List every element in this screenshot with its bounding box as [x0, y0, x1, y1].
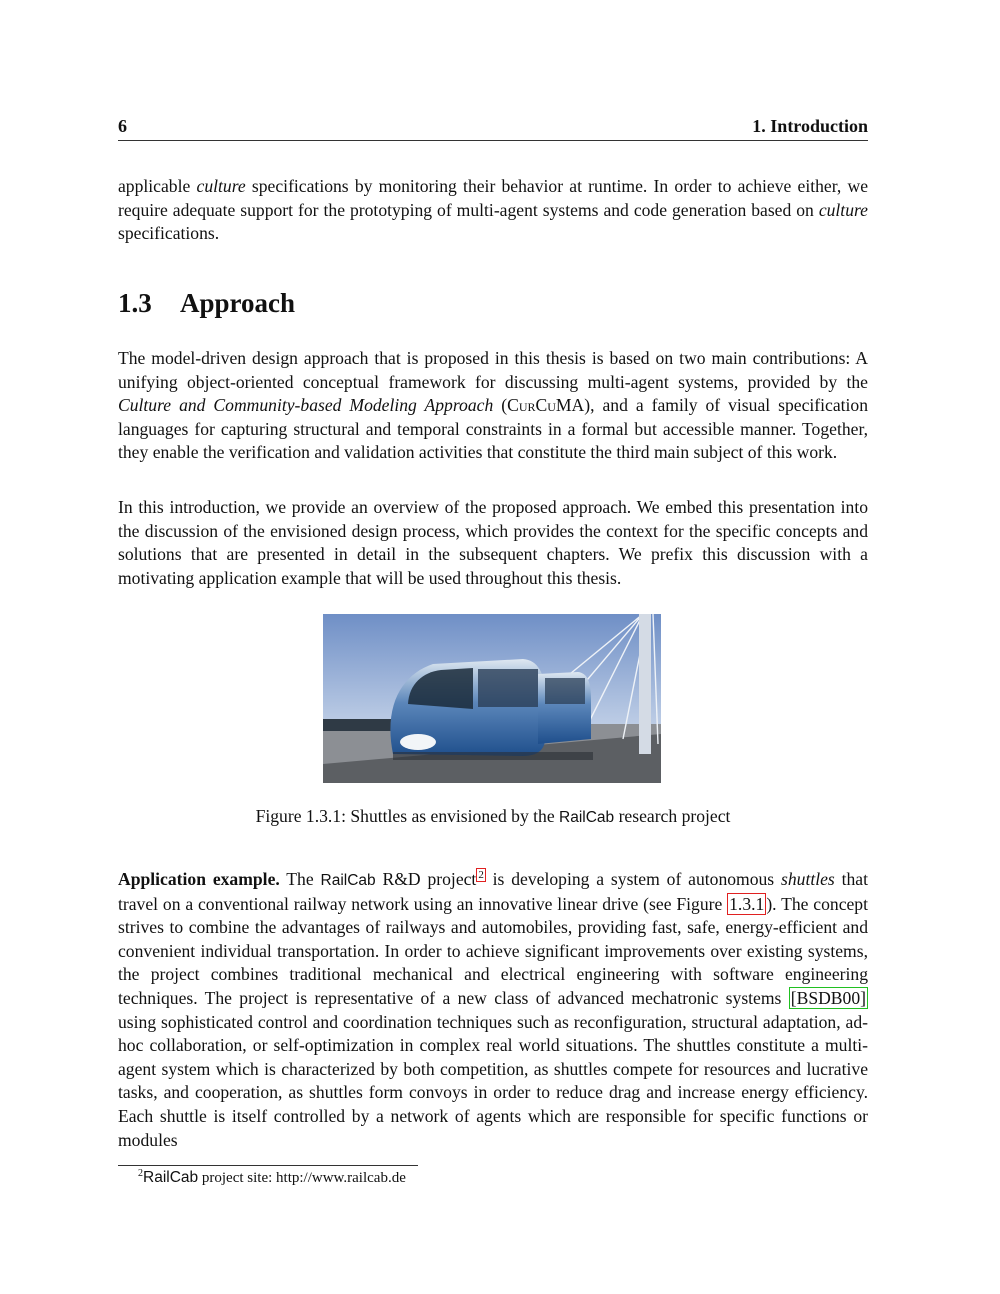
approach-paragraph-1: The model-driven design approach that is proposed in this thesis is based on two main contributions: A unifying object-oriented conceptual framework for discussing multi-agent systems, provided by the Culture and Community-based Modeling Approach (CurCuMA), and a family of visual specification languages for capturing structural and temporal constraints in a formal but accessible manner. Together, they enable the verification and validation activities that constitute the third main subject of this work. [118, 348, 868, 463]
section-number: 1.3 [118, 288, 152, 318]
approach-paragraph-2: In this introduction, we provide an overview of the proposed approach. We embed this presentation into the discussion of the envisioned design process, which provides the context for the specific concepts and solutions that are presented in detail in the subsequent chapters. We prefix this discussion with a motivating application example that will be used throughout this thesis. [118, 497, 868, 588]
figure-caption: Figure 1.3.1: Shuttles as envisioned by the RailCab research project [255, 806, 731, 826]
footnote-link[interactable]: 2 [478, 869, 484, 882]
section-heading [118, 288, 295, 319]
running-header [118, 116, 868, 141]
figure-reference-link[interactable]: 1.3.1 [729, 893, 765, 914]
paragraph-lead: Application example. [118, 869, 280, 889]
application-example-paragraph: Application example. The RailCab R&D project $^2$ is developing a system of autonomous shuttles that travel on a conventional railway network using an innovative linear drive (see Figure 1.3.1 ). The concept strives to combine the advantages of railways and automobiles, providing fast, safe, energy-efficient and convenient individual transportation. In order to achieve significant improvements over existing systems, the project combines traditional mechanical and electrical engineering with software engineering techniques. The project is representative of a new class of advanced mechatronic systems [BSDB00] using sophisticated control and coordination techniques such as reconfiguration, structural adaptation, ad-hoc collaboration, or self-optimization in complex real world situations. The shuttles constitute a multi-agent system which is characterized by both competition, as shuttles compete for resources and lucrative tasks, and cooperation, as shuttles form convoys in order to reduce drag and increase energy efficiency. Each shuttle is itself controlled by a network of agents which are responsible for specific functions or modules [118, 869, 869, 1150]
footnote: $^2$RailCab project site: http://www.railcab.de [138, 1168, 406, 1186]
shuttle-figure-image [323, 614, 661, 783]
footnote-rule [118, 1165, 418, 1166]
intro-paragraph: applicable culture specifications by monitoring their behavior at runtime. In order to achieve either, we require adequate support for the prototyping of multi-agent systems and code generation based on culture specifications. [118, 176, 868, 244]
section-title: Approach [180, 288, 296, 318]
chapter-title: 1. Introduction [752, 116, 868, 136]
citation-link[interactable]: [BSDB00] [790, 987, 866, 1008]
page-number: 6 [118, 116, 127, 136]
curcuma-acronym: CurCuMA [507, 395, 585, 416]
